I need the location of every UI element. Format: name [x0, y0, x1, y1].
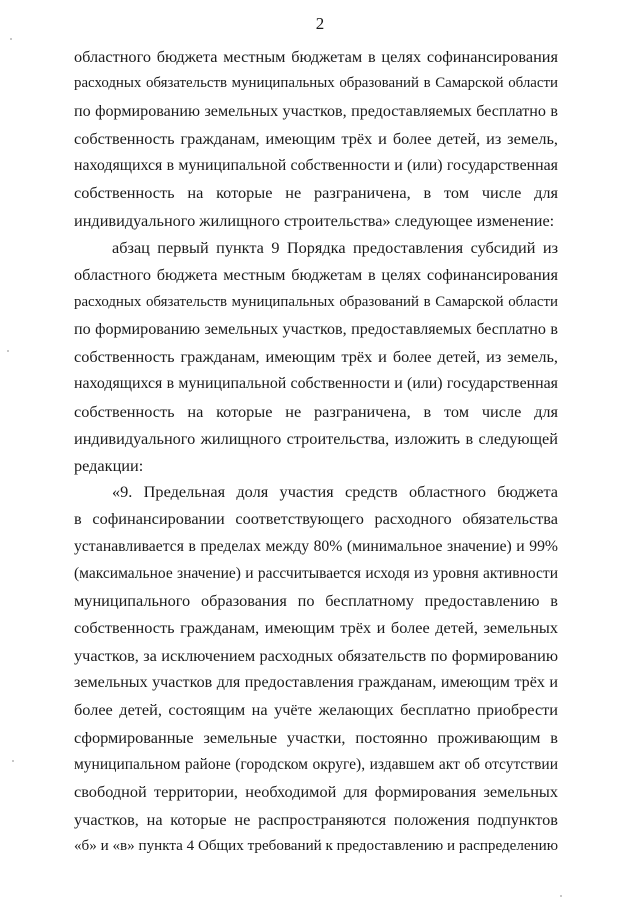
text-line: «б» и «в» пункта 4 Общих требований к предоставлению и распределению: [74, 837, 558, 854]
text-line: свободной территории, необходимой для формирования земельных: [74, 782, 558, 802]
text-line: индивидуального жилищного строительства» следующее изменение:: [74, 210, 555, 230]
scan-speck: [10, 38, 12, 40]
text-line: расходных обязательств муниципальных образований в Самарской области: [74, 75, 558, 92]
text-line: более детей, состоящим на учёте желающих бесплатно приобрести: [74, 700, 558, 720]
text-line: муниципального образования по бесплатному предоставлению в: [74, 591, 558, 611]
text-line: собственность гражданам, имеющим трёх и более детей, из земель,: [74, 128, 558, 148]
text-line: в софинансировании соответствующего расходного обязательства: [74, 509, 558, 529]
text-line: сформированные земельные участки, постоянно проживающим в: [74, 727, 558, 747]
text-line: областного бюджета местным бюджетам в целях софинансирования: [74, 265, 558, 285]
text-line: по формированию земельных участков, предоставляемых бесплатно в: [74, 102, 558, 120]
text-line: устанавливается в пределах между 80% (минимальное значение) и 99%: [74, 537, 558, 555]
scan-speck: [7, 350, 9, 352]
paragraph-1: [74, 43, 558, 234]
text-line: по формированию земельных участков, предоставляемых бесплатно в: [74, 320, 558, 338]
scan-speck: [560, 895, 562, 897]
paragraph-3: [74, 478, 558, 860]
page-number: 2: [315, 14, 325, 33]
text-line: областного бюджета местным бюджетам в целях софинансирования: [74, 47, 558, 66]
text-line: собственность на которые не разграничена, в том числе для: [74, 401, 558, 421]
text-line: индивидуального жилищного строительства, изложить в следующей: [74, 429, 558, 449]
text-line: участков, за исключением расходных обязательств по формированию: [74, 645, 558, 665]
text-line: муниципальном районе (городском округе), издавшем акт об отсутствии: [74, 755, 558, 773]
text-line: абзац первый пункта 9 Порядка предоставления субсидий из: [112, 238, 558, 257]
paragraph-2: [74, 234, 558, 480]
scan-speck: [12, 760, 14, 762]
text-line: собственность гражданам, имеющим трёх и более детей, из земель,: [74, 347, 558, 367]
text-line: участков, на которые не распространяются положения подпунктов: [74, 809, 558, 829]
text-line: находящихся в муниципальной собственности и (или) государственная: [74, 157, 558, 175]
text-line: земельных участков для предоставления гражданам, имеющим трёх и: [74, 674, 558, 692]
text-line: собственность гражданам, имеющим трёх и более детей, земельных: [74, 618, 558, 638]
text-line: расходных обязательств муниципальных образований в Самарской области: [74, 293, 558, 310]
text-line: собственность на которые не разграничена, в том числе для: [74, 183, 558, 203]
text-line: (максимальное значение) и рассчитывается исходя из уровня активности: [74, 564, 558, 582]
text-line: редакции:: [74, 456, 144, 476]
text-line: «9. Предельная доля участия средств областного бюджета: [112, 482, 558, 501]
text-line: находящихся в муниципальной собственности и (или) государственная: [74, 375, 558, 393]
